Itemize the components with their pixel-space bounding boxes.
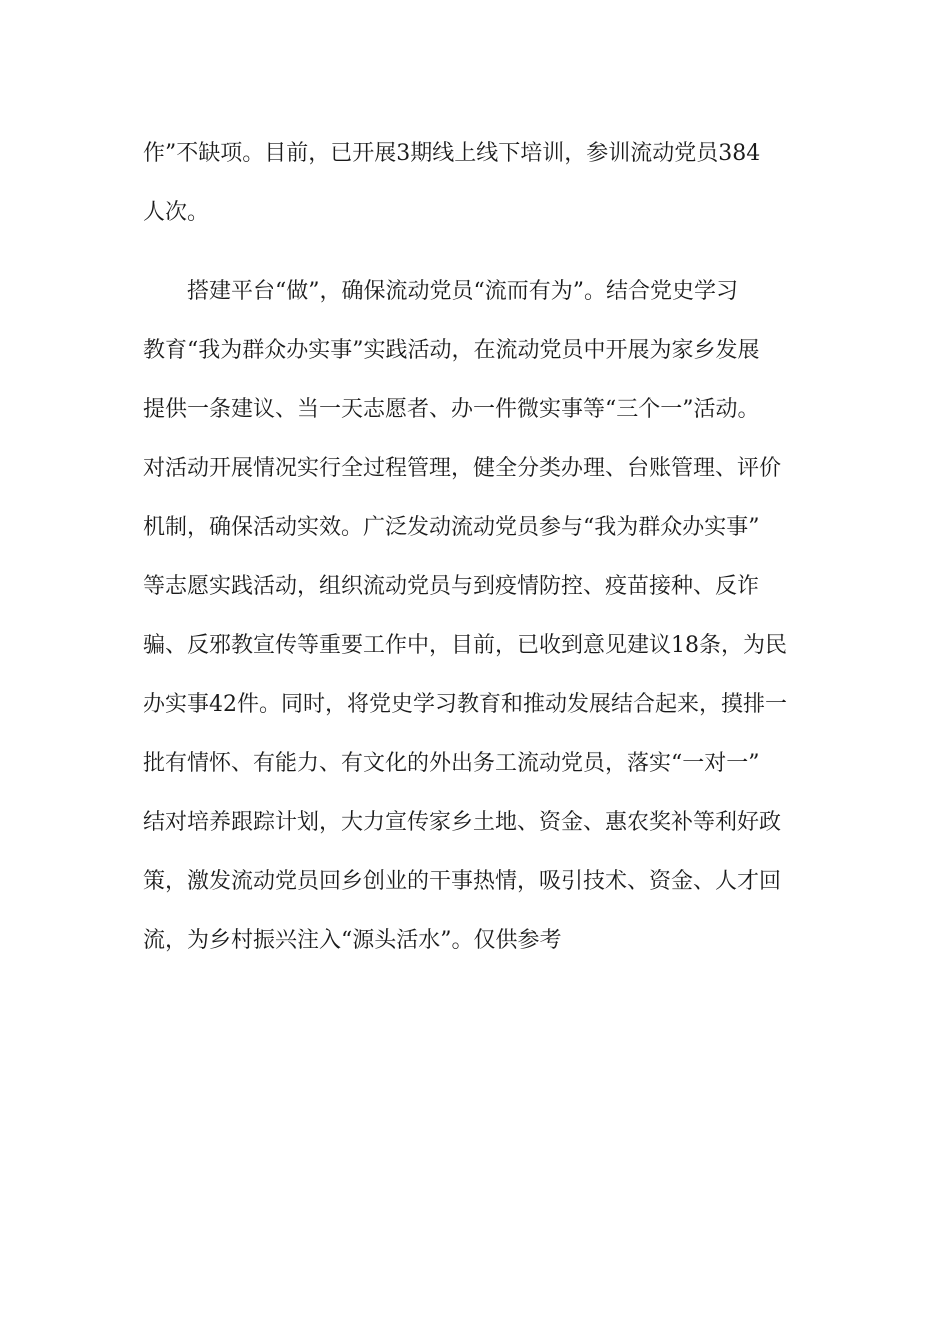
text-line: 人次。 [143, 200, 210, 225]
text-line: 骗、反邪教宣传等重要工作中，目前，已收到意见建议18条，为民 [143, 633, 787, 658]
text-line: 提供一条建议、当一天志愿者、办一件微实事等“三个一”活动。 [143, 397, 760, 422]
text-line: 流，为乡村振兴注入“源头活水”。仅供参考 [143, 928, 562, 953]
paragraph-platform [143, 262, 809, 970]
text-line: 作”不缺项。目前，已开展3期线上线下培训，参训流动党员384 [143, 141, 761, 166]
text-line: 搭建平台“做”，确保流动党员“流而有为”。结合党史学习 [187, 279, 738, 304]
text-line: 教育“我为群众办实事”实践活动，在流动党员中开展为家乡发展 [143, 338, 760, 363]
text-line: 办实事42件。同时，将党史学习教育和推动发展结合起来，摸排一 [143, 692, 787, 717]
paragraph-continuation [143, 124, 809, 242]
text-line: 批有情怀、有能力、有文化的外出务工流动党员，落实“一对一” [143, 751, 760, 776]
text-line: 结对培养跟踪计划，大力宣传家乡土地、资金、惠农奖补等利好政 [143, 810, 782, 835]
text-line: 策，激发流动党员回乡创业的干事热情，吸引技术、资金、人才回 [143, 869, 782, 894]
text-line: 机制，确保活动实效。广泛发动流动党员参与“我为群众办实事” [143, 515, 760, 540]
text-line: 对活动开展情况实行全过程管理，健全分类办理、台账管理、评价 [143, 456, 782, 481]
text-line: 等志愿实践活动，组织流动党员与到疫情防控、疫苗接种、反诈 [143, 574, 760, 599]
